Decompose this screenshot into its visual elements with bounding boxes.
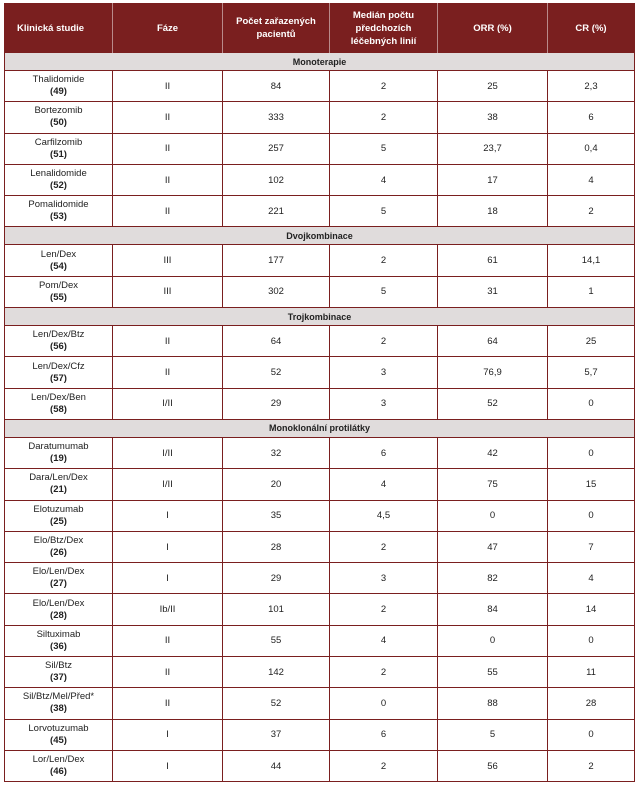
study-cell	[5, 276, 113, 307]
phase-cell: II	[113, 688, 223, 719]
patients-cell: 20	[223, 469, 330, 500]
cr-cell: 28	[548, 688, 635, 719]
patients-cell: 221	[223, 196, 330, 227]
patients-cell: 52	[223, 688, 330, 719]
study-cell	[5, 531, 113, 562]
study-cell	[5, 133, 113, 164]
study-name: Elo/Len/Dex	[32, 597, 85, 609]
phase-cell: I	[113, 500, 223, 531]
orr-cell: 56	[438, 750, 548, 781]
cr-cell: 0,4	[548, 133, 635, 164]
header-prior-lines: Medián počtu předchozích léčebných linií	[330, 4, 438, 53]
cr-cell: 0	[548, 388, 635, 419]
study-cell	[5, 625, 113, 656]
phase-cell: I/II	[113, 388, 223, 419]
phase-cell: II	[113, 326, 223, 357]
phase-cell: III	[113, 276, 223, 307]
study-name: Len/Dex/Cfz	[32, 360, 85, 372]
study-reference: (56)	[50, 341, 67, 353]
patients-cell: 84	[223, 71, 330, 102]
study-reference: (36)	[50, 640, 67, 652]
study-reference: (55)	[50, 291, 67, 303]
table-header	[5, 4, 635, 53]
study-cell	[5, 657, 113, 688]
prior-lines-cell: 2	[330, 594, 438, 625]
section-title: Dvojkombinace	[5, 227, 635, 245]
study-cell	[5, 164, 113, 195]
study-name: Sil/Btz	[45, 660, 72, 672]
header-phase: Fáze	[113, 4, 223, 53]
cr-cell: 2	[548, 750, 635, 781]
study-name: Len/Dex/Ben	[31, 391, 86, 403]
section-row	[5, 308, 635, 326]
prior-lines-cell: 2	[330, 326, 438, 357]
prior-lines-cell: 4	[330, 164, 438, 195]
table-row	[5, 500, 635, 531]
cr-cell: 0	[548, 437, 635, 468]
prior-lines-cell: 2	[330, 750, 438, 781]
phase-cell: I	[113, 719, 223, 750]
phase-cell: II	[113, 102, 223, 133]
prior-lines-cell: 2	[330, 102, 438, 133]
cr-cell: 4	[548, 164, 635, 195]
cr-cell: 15	[548, 469, 635, 500]
header-orr: ORR (%)	[438, 4, 548, 53]
table-row	[5, 196, 635, 227]
prior-lines-cell: 6	[330, 719, 438, 750]
study-reference: (38)	[50, 703, 67, 715]
prior-lines-cell: 5	[330, 133, 438, 164]
cr-cell: 2	[548, 196, 635, 227]
study-reference: (51)	[50, 148, 67, 160]
phase-cell: III	[113, 245, 223, 276]
prior-lines-cell: 4	[330, 625, 438, 656]
phase-cell: II	[113, 625, 223, 656]
prior-lines-cell: 3	[330, 563, 438, 594]
patients-cell: 302	[223, 276, 330, 307]
study-cell	[5, 688, 113, 719]
cr-cell: 0	[548, 719, 635, 750]
study-reference: (21)	[50, 484, 67, 496]
prior-lines-cell: 4	[330, 469, 438, 500]
orr-cell: 31	[438, 276, 548, 307]
header-study: Klinická studie	[5, 4, 113, 53]
cr-cell: 7	[548, 531, 635, 562]
patients-cell: 32	[223, 437, 330, 468]
study-cell	[5, 469, 113, 500]
patients-cell: 44	[223, 750, 330, 781]
header-patients: Počet zařazených pacientů	[223, 4, 330, 53]
section-row	[5, 53, 635, 71]
patients-cell: 102	[223, 164, 330, 195]
phase-cell: I	[113, 563, 223, 594]
table-row	[5, 357, 635, 388]
patients-cell: 142	[223, 657, 330, 688]
study-name: Dara/Len/Dex	[29, 472, 88, 484]
patients-cell: 64	[223, 326, 330, 357]
cr-cell: 6	[548, 102, 635, 133]
table-row	[5, 594, 635, 625]
orr-cell: 0	[438, 625, 548, 656]
study-cell	[5, 102, 113, 133]
patients-cell: 29	[223, 563, 330, 594]
table-row	[5, 388, 635, 419]
study-cell	[5, 71, 113, 102]
prior-lines-cell: 4,5	[330, 500, 438, 531]
phase-cell: I	[113, 750, 223, 781]
phase-cell: II	[113, 357, 223, 388]
study-name: Len/Dex	[40, 248, 77, 260]
table-row	[5, 625, 635, 656]
phase-cell: I/II	[113, 469, 223, 500]
study-reference: (50)	[50, 117, 67, 129]
clinical-studies-table	[4, 3, 635, 782]
table-row	[5, 469, 635, 500]
phase-cell: II	[113, 196, 223, 227]
study-name: Elotuzumab	[33, 503, 84, 515]
table-row	[5, 437, 635, 468]
prior-lines-cell: 0	[330, 688, 438, 719]
cr-cell: 14,1	[548, 245, 635, 276]
phase-cell: II	[113, 164, 223, 195]
orr-cell: 88	[438, 688, 548, 719]
study-name: Daratumumab	[28, 441, 89, 453]
study-reference: (52)	[50, 180, 67, 192]
section-row	[5, 227, 635, 245]
study-name: Elo/Len/Dex	[32, 566, 85, 578]
study-cell	[5, 563, 113, 594]
prior-lines-cell: 2	[330, 531, 438, 562]
study-reference: (45)	[50, 734, 67, 746]
study-cell	[5, 719, 113, 750]
patients-cell: 257	[223, 133, 330, 164]
study-reference: (49)	[50, 86, 67, 98]
table-row	[5, 531, 635, 562]
header-cr: CR (%)	[548, 4, 635, 53]
cr-cell: 4	[548, 563, 635, 594]
study-name: Sil/Btz/Mel/Před*	[22, 691, 95, 703]
study-name: Lenalidomide	[30, 168, 87, 180]
cr-cell: 25	[548, 326, 635, 357]
cr-cell: 5,7	[548, 357, 635, 388]
cr-cell: 1	[548, 276, 635, 307]
table-row	[5, 245, 635, 276]
cr-cell: 0	[548, 500, 635, 531]
table-row	[5, 750, 635, 781]
study-reference: (37)	[50, 672, 67, 684]
phase-cell: I	[113, 531, 223, 562]
study-reference: (28)	[50, 609, 67, 621]
phase-cell: II	[113, 71, 223, 102]
study-reference: (27)	[50, 578, 67, 590]
phase-cell: I/II	[113, 437, 223, 468]
study-reference: (57)	[50, 372, 67, 384]
orr-cell: 52	[438, 388, 548, 419]
study-name: Lor/Len/Dex	[32, 754, 85, 766]
study-cell	[5, 594, 113, 625]
phase-cell: Ib/II	[113, 594, 223, 625]
study-cell	[5, 357, 113, 388]
prior-lines-cell: 6	[330, 437, 438, 468]
orr-cell: 23,7	[438, 133, 548, 164]
section-row	[5, 419, 635, 437]
patients-cell: 37	[223, 719, 330, 750]
orr-cell: 0	[438, 500, 548, 531]
study-name: Carfilzomib	[34, 136, 83, 148]
table-row	[5, 102, 635, 133]
orr-cell: 25	[438, 71, 548, 102]
cr-cell: 14	[548, 594, 635, 625]
study-name: Bortezomib	[34, 105, 83, 117]
table-body	[5, 53, 635, 782]
table-row	[5, 688, 635, 719]
orr-cell: 64	[438, 326, 548, 357]
prior-lines-cell: 2	[330, 657, 438, 688]
study-name: Thalidomide	[32, 74, 85, 86]
section-title: Monoterapie	[5, 53, 635, 71]
study-reference: (26)	[50, 547, 67, 558]
study-reference: (58)	[50, 403, 67, 415]
orr-cell: 47	[438, 531, 548, 562]
study-reference: (19)	[50, 453, 67, 465]
orr-cell: 76,9	[438, 357, 548, 388]
patients-cell: 28	[223, 531, 330, 562]
study-name: Pomalidomide	[28, 199, 89, 211]
study-reference: (54)	[50, 260, 67, 272]
section-title: Monoklonální protilátky	[5, 419, 635, 437]
prior-lines-cell: 2	[330, 71, 438, 102]
table-row	[5, 657, 635, 688]
patients-cell: 177	[223, 245, 330, 276]
phase-cell: II	[113, 133, 223, 164]
orr-cell: 17	[438, 164, 548, 195]
prior-lines-cell: 3	[330, 357, 438, 388]
patients-cell: 101	[223, 594, 330, 625]
patients-cell: 35	[223, 500, 330, 531]
orr-cell: 75	[438, 469, 548, 500]
study-cell	[5, 196, 113, 227]
study-name: Lorvotuzumab	[28, 722, 89, 734]
patients-cell: 52	[223, 357, 330, 388]
table-row	[5, 133, 635, 164]
study-name: Siltuximab	[36, 628, 81, 640]
orr-cell: 18	[438, 196, 548, 227]
prior-lines-cell: 5	[330, 196, 438, 227]
study-cell	[5, 437, 113, 468]
table-row	[5, 326, 635, 357]
cr-cell: 11	[548, 657, 635, 688]
orr-cell: 84	[438, 594, 548, 625]
orr-cell: 42	[438, 437, 548, 468]
study-reference: (25)	[50, 515, 67, 527]
table-row	[5, 563, 635, 594]
study-cell	[5, 500, 113, 531]
prior-lines-cell: 5	[330, 276, 438, 307]
cr-cell: 2,3	[548, 71, 635, 102]
study-cell	[5, 750, 113, 781]
prior-lines-cell: 3	[330, 388, 438, 419]
study-name: Len/Dex/Btz	[32, 329, 85, 341]
patients-cell: 55	[223, 625, 330, 656]
patients-cell: 333	[223, 102, 330, 133]
cr-cell: 0	[548, 625, 635, 656]
prior-lines-cell: 2	[330, 245, 438, 276]
table-row	[5, 71, 635, 102]
study-cell	[5, 388, 113, 419]
study-reference: (53)	[50, 211, 67, 223]
table-row	[5, 719, 635, 750]
orr-cell: 82	[438, 563, 548, 594]
study-cell	[5, 326, 113, 357]
table-row	[5, 276, 635, 307]
section-title: Trojkombinace	[5, 308, 635, 326]
orr-cell: 55	[438, 657, 548, 688]
study-name: Pom/Dex	[38, 279, 79, 291]
patients-cell: 29	[223, 388, 330, 419]
table-row	[5, 164, 635, 195]
phase-cell: II	[113, 657, 223, 688]
study-reference: (46)	[50, 766, 67, 778]
orr-cell: 5	[438, 719, 548, 750]
study-name: Elo/Btz/Dex	[33, 535, 84, 546]
orr-cell: 61	[438, 245, 548, 276]
orr-cell: 38	[438, 102, 548, 133]
study-cell	[5, 245, 113, 276]
